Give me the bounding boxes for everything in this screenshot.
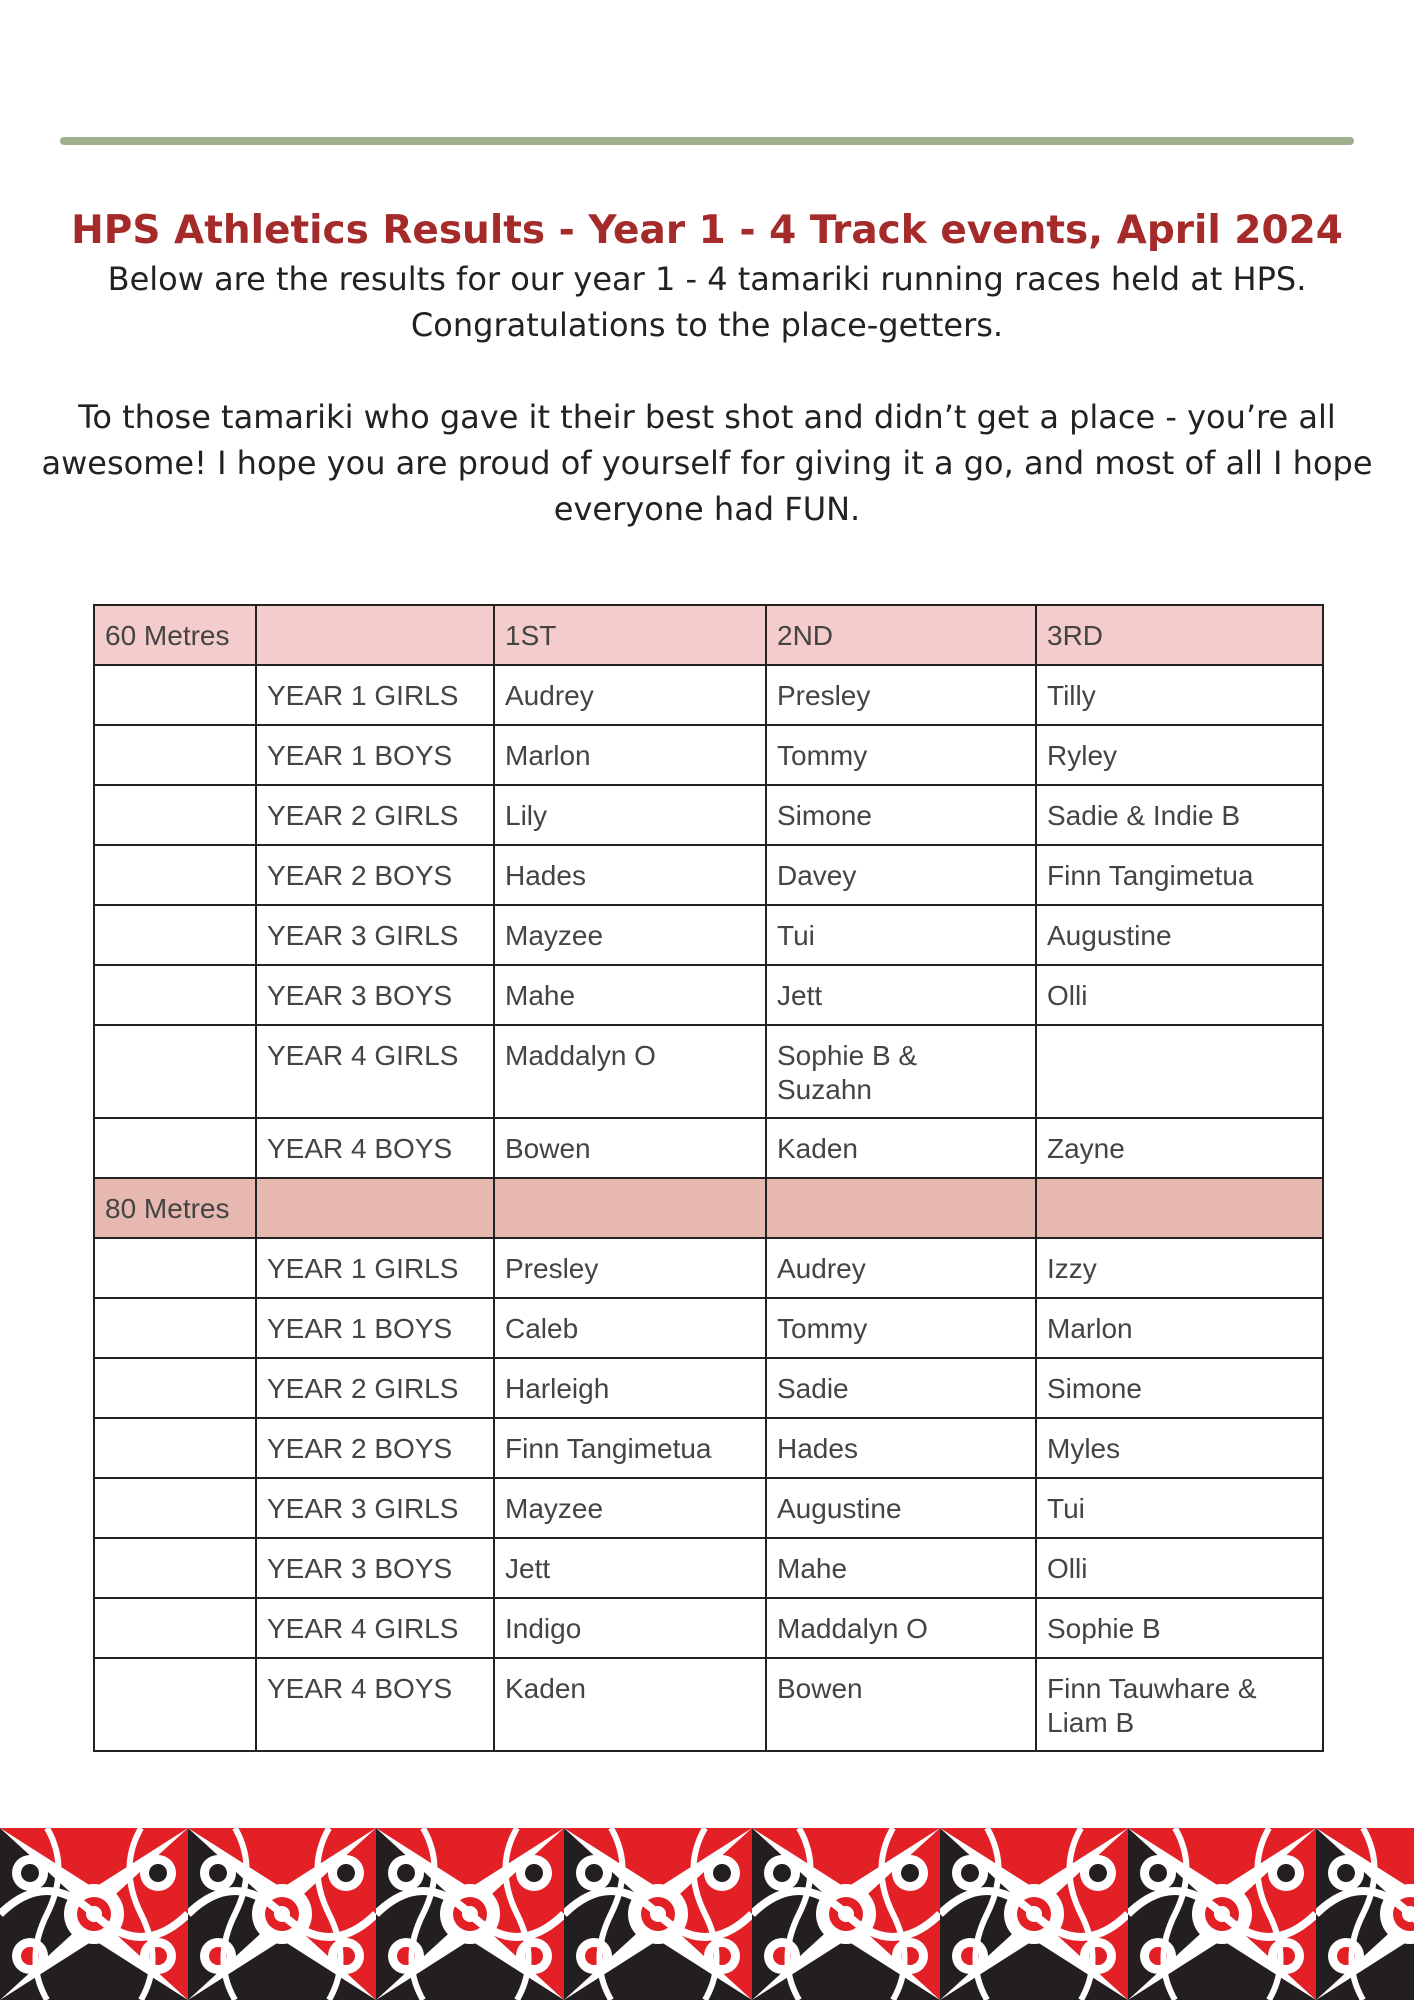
event-label: 60 Metres bbox=[94, 605, 256, 665]
event-cell bbox=[94, 845, 256, 905]
group-cell: YEAR 4 BOYS bbox=[256, 1658, 494, 1751]
intro-line-3: To those tamariki who gave it their best shot and didn’t get a place - you’re all awesome! I hope you are proud of yourself for giving it a go, and most of all I hope everyone had FUN. bbox=[41, 398, 1373, 528]
page-title: HPS Athletics Results - Year 1 - 4 Track events, April 2024 bbox=[71, 208, 1343, 253]
third-place-cell: Simone bbox=[1036, 1358, 1323, 1418]
third-place-cell: Olli bbox=[1036, 965, 1323, 1025]
event-cell bbox=[94, 1298, 256, 1358]
third-place-cell: Myles bbox=[1036, 1418, 1323, 1478]
event-cell bbox=[94, 1418, 256, 1478]
first-place-cell: Audrey bbox=[494, 665, 766, 725]
group-cell: YEAR 2 BOYS bbox=[256, 1418, 494, 1478]
second-place-cell: Tommy bbox=[766, 725, 1036, 785]
third-place-cell: Sadie & Indie B bbox=[1036, 785, 1323, 845]
second-place-cell: Tui bbox=[766, 905, 1036, 965]
second-place-cell: Sophie B & Suzahn bbox=[766, 1025, 1036, 1118]
first-place-cell: Bowen bbox=[494, 1118, 766, 1178]
first-place-cell: Kaden bbox=[494, 1658, 766, 1751]
second-place-cell: Audrey bbox=[766, 1238, 1036, 1298]
group-cell: YEAR 3 GIRLS bbox=[256, 1478, 494, 1538]
first-place-cell: Finn Tangimetua bbox=[494, 1418, 766, 1478]
event-cell bbox=[94, 665, 256, 725]
table-row bbox=[94, 965, 1323, 1025]
event-cell bbox=[94, 965, 256, 1025]
group-cell: YEAR 1 GIRLS bbox=[256, 665, 494, 725]
third-place-cell: Tui bbox=[1036, 1478, 1323, 1538]
table-row bbox=[94, 1658, 1323, 1751]
table-row bbox=[94, 1118, 1323, 1178]
table-row bbox=[94, 1478, 1323, 1538]
group-cell: YEAR 2 GIRLS bbox=[256, 785, 494, 845]
intro-line-2: Congratulations to the place-getters. bbox=[410, 306, 1004, 344]
table-row bbox=[94, 1298, 1323, 1358]
second-place-cell: Augustine bbox=[766, 1478, 1036, 1538]
table-row bbox=[94, 1358, 1323, 1418]
table-row bbox=[94, 1025, 1323, 1118]
second-place-header: 2ND bbox=[766, 605, 1036, 665]
koru-pattern-icon bbox=[0, 1828, 1414, 2000]
group-cell: YEAR 4 GIRLS bbox=[256, 1025, 494, 1118]
second-place-cell: Kaden bbox=[766, 1118, 1036, 1178]
group-cell: YEAR 2 BOYS bbox=[256, 845, 494, 905]
second-place-cell: Mahe bbox=[766, 1538, 1036, 1598]
group-cell: YEAR 1 BOYS bbox=[256, 725, 494, 785]
group-cell: YEAR 3 BOYS bbox=[256, 1538, 494, 1598]
third-place-cell: Olli bbox=[1036, 1538, 1323, 1598]
event-cell bbox=[94, 1658, 256, 1751]
first-place-header: 1ST bbox=[494, 605, 766, 665]
third-place-header: 3RD bbox=[1036, 605, 1323, 665]
event-cell bbox=[94, 1478, 256, 1538]
first-place-cell: Caleb bbox=[494, 1298, 766, 1358]
second-place-cell: Bowen bbox=[766, 1658, 1036, 1751]
third-place-cell: Izzy bbox=[1036, 1238, 1323, 1298]
first-place-cell: Lily bbox=[494, 785, 766, 845]
second-place-cell: Sadie bbox=[766, 1358, 1036, 1418]
third-place-cell: Tilly bbox=[1036, 665, 1323, 725]
section-header-60m bbox=[94, 605, 1323, 665]
third-place-cell: Marlon bbox=[1036, 1298, 1323, 1358]
third-place-cell: Zayne bbox=[1036, 1118, 1323, 1178]
table-row bbox=[94, 785, 1323, 845]
table-row bbox=[94, 1538, 1323, 1598]
event-label: 80 Metres bbox=[94, 1178, 256, 1238]
first-place-cell: Mahe bbox=[494, 965, 766, 1025]
table-row bbox=[94, 1238, 1323, 1298]
table-row bbox=[94, 905, 1323, 965]
third-place-cell: Sophie B bbox=[1036, 1598, 1323, 1658]
table-row bbox=[94, 725, 1323, 785]
second-place-cell: Presley bbox=[766, 665, 1036, 725]
group-cell: YEAR 4 BOYS bbox=[256, 1118, 494, 1178]
group-cell: YEAR 3 BOYS bbox=[256, 965, 494, 1025]
second-place-cell: Maddalyn O bbox=[766, 1598, 1036, 1658]
first-place-cell: Maddalyn O bbox=[494, 1025, 766, 1118]
event-cell bbox=[94, 1025, 256, 1118]
event-cell bbox=[94, 1118, 256, 1178]
intro-line-1: Below are the results for our year 1 - 4 tamariki running races held at HPS. bbox=[107, 260, 1307, 298]
second-place-cell: Simone bbox=[766, 785, 1036, 845]
third-place-header bbox=[1036, 1178, 1323, 1238]
event-cell bbox=[94, 1538, 256, 1598]
koru-pattern-border bbox=[0, 1828, 1414, 2000]
third-place-cell: Finn Tauwhare & Liam B bbox=[1036, 1658, 1323, 1751]
second-place-cell: Davey bbox=[766, 845, 1036, 905]
results-table bbox=[93, 604, 1324, 1752]
table-row bbox=[94, 845, 1323, 905]
second-place-cell: Jett bbox=[766, 965, 1036, 1025]
table-row bbox=[94, 1598, 1323, 1658]
table-row bbox=[94, 1418, 1323, 1478]
event-cell bbox=[94, 1598, 256, 1658]
section-header-80m bbox=[94, 1178, 1323, 1238]
top-divider bbox=[60, 137, 1354, 145]
first-place-header bbox=[494, 1178, 766, 1238]
third-place-cell: Augustine bbox=[1036, 905, 1323, 965]
group-header-cell bbox=[256, 605, 494, 665]
event-cell bbox=[94, 1358, 256, 1418]
event-cell bbox=[94, 725, 256, 785]
second-place-cell: Tommy bbox=[766, 1298, 1036, 1358]
event-cell bbox=[94, 905, 256, 965]
first-place-cell: Jett bbox=[494, 1538, 766, 1598]
group-cell: YEAR 3 GIRLS bbox=[256, 905, 494, 965]
first-place-cell: Mayzee bbox=[494, 905, 766, 965]
first-place-cell: Indigo bbox=[494, 1598, 766, 1658]
event-cell bbox=[94, 1238, 256, 1298]
group-cell: YEAR 1 GIRLS bbox=[256, 1238, 494, 1298]
group-cell: YEAR 1 BOYS bbox=[256, 1298, 494, 1358]
third-place-cell: Ryley bbox=[1036, 725, 1323, 785]
group-header-cell bbox=[256, 1178, 494, 1238]
third-place-cell: Finn Tangimetua bbox=[1036, 845, 1323, 905]
intro-text bbox=[40, 256, 1374, 532]
second-place-cell: Hades bbox=[766, 1418, 1036, 1478]
first-place-cell: Harleigh bbox=[494, 1358, 766, 1418]
second-place-header bbox=[766, 1178, 1036, 1238]
group-cell: YEAR 2 GIRLS bbox=[256, 1358, 494, 1418]
table-row bbox=[94, 665, 1323, 725]
group-cell: YEAR 4 GIRLS bbox=[256, 1598, 494, 1658]
first-place-cell: Presley bbox=[494, 1238, 766, 1298]
event-cell bbox=[94, 785, 256, 845]
first-place-cell: Hades bbox=[494, 845, 766, 905]
third-place-cell bbox=[1036, 1025, 1323, 1118]
first-place-cell: Marlon bbox=[494, 725, 766, 785]
first-place-cell: Mayzee bbox=[494, 1478, 766, 1538]
